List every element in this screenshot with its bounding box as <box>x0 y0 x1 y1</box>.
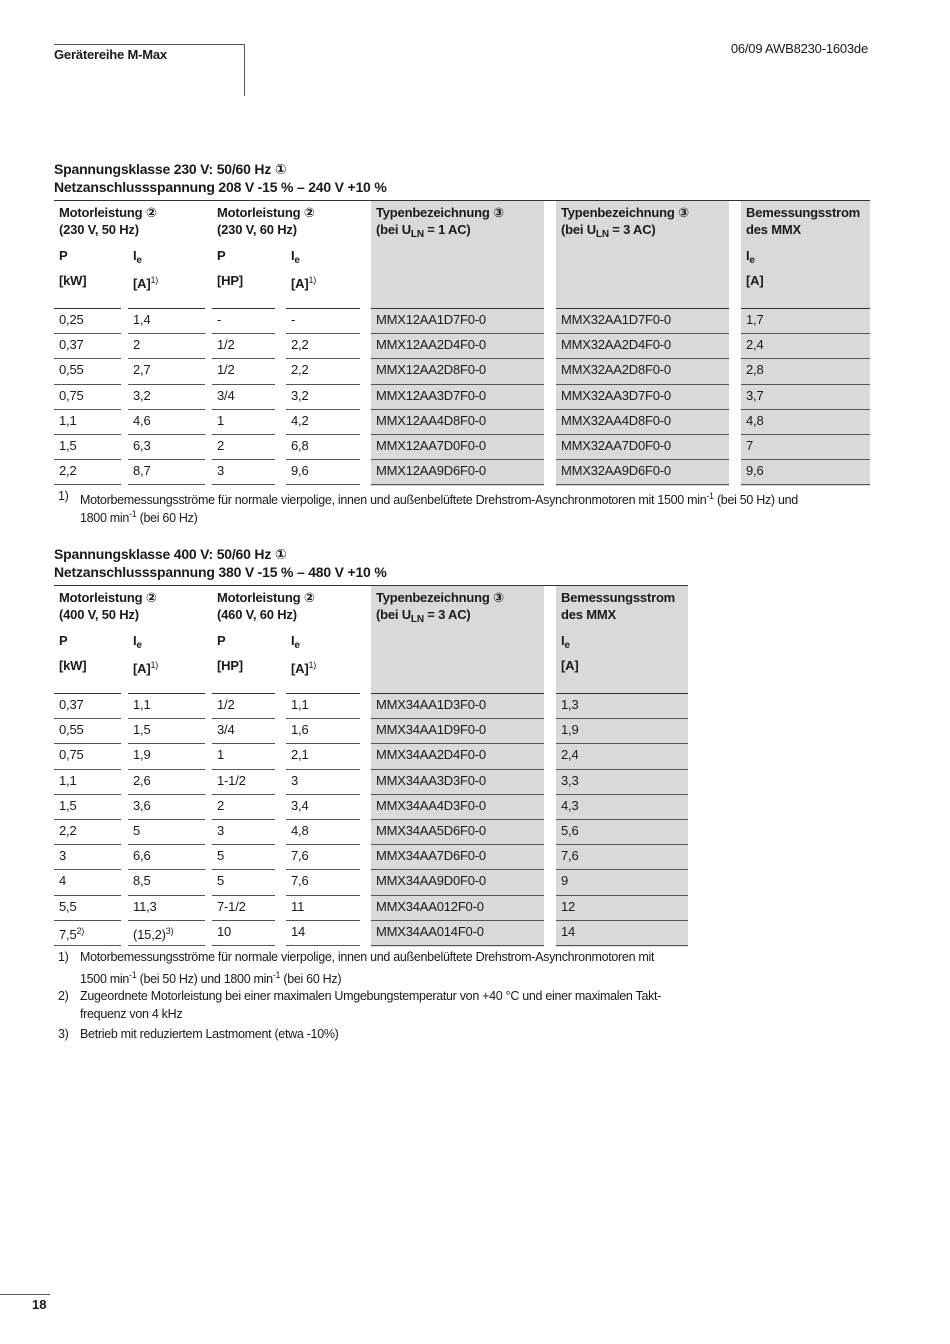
table2-cell: MMX34AA2D4F0-0 <box>376 747 486 763</box>
table1-cell: MMX32AA9D6F0-0 <box>561 463 671 479</box>
table1-row-rule <box>54 358 121 359</box>
table2-row-rule <box>371 895 544 896</box>
table2-row-rule <box>128 895 205 896</box>
table1-cell: - <box>291 312 296 327</box>
table2-header-typ: Typenbezeichnung ③ (bei $U_{LN} = 3$ AC) <box>376 590 504 625</box>
table1-cell: 4,2 <box>291 412 309 428</box>
table2-row-rule <box>54 844 121 845</box>
table2-cell: 1 <box>217 747 225 763</box>
table1-cell: 1/2 <box>217 362 235 378</box>
table1-row-rule <box>371 434 544 435</box>
table2-cell: 7,6 <box>561 848 579 864</box>
table2-row-rule <box>128 844 205 845</box>
table1-row-rule <box>286 409 360 410</box>
table1-subtitle: Netzanschlussspannung 208 V -15 % – 240 V +10 % <box>54 179 387 195</box>
table1-cell: 0,55 <box>59 362 84 378</box>
table2-cell: 1,9 <box>561 722 579 738</box>
table1-cell: MMX12AA1D7F0-0 <box>376 312 486 327</box>
table1-row-rule <box>371 409 544 410</box>
table2-row-rule <box>128 743 205 744</box>
table2-cell: 4,3 <box>561 797 579 813</box>
table1-row-rule <box>741 484 870 485</box>
table1-header-rule <box>54 308 121 309</box>
table1-row-rule <box>212 384 275 385</box>
table1-cell: 1/2 <box>217 337 235 353</box>
table1-cell: MMX32AA4D8F0-0 <box>561 412 671 428</box>
table2-row-rule <box>54 743 121 744</box>
table2-cell: MMX34AA014F0-0 <box>376 923 484 939</box>
table1-row-rule <box>286 459 360 460</box>
table1-header-p-kw: P <box>59 248 68 263</box>
table2-row-rule <box>212 920 275 921</box>
table1-cell: 0,37 <box>59 337 84 353</box>
table1-cell: MMX12AA7D0F0-0 <box>376 438 486 453</box>
table1-row-rule <box>54 333 121 334</box>
table1-cell: 9,6 <box>746 463 764 479</box>
table1-header-rule <box>212 308 275 309</box>
table1-header-rule <box>286 308 360 309</box>
table2-header-rule <box>371 693 544 694</box>
table2-row-rule <box>556 844 688 845</box>
table2-cell: 3/4 <box>217 722 235 738</box>
table2-cell: 12 <box>561 898 576 914</box>
table1-header-ie-1: $I_e$ <box>133 248 142 266</box>
table1-row-rule <box>741 333 870 334</box>
table1-header-ie-2: $I_e$ <box>291 248 300 266</box>
table2-row-rule <box>54 769 121 770</box>
table1-header-typ2: Typenbezeichnung ③ (bei $U_{LN} = 3$ AC) <box>561 205 689 240</box>
table1-row-rule <box>741 459 870 460</box>
table2-cell: 2 <box>217 797 225 813</box>
table1-row-rule <box>371 333 544 334</box>
table2-header-ie-1: $I_e$ <box>133 633 142 651</box>
table2-cell: MMX34AA012F0-0 <box>376 898 484 914</box>
table1-cell: 2,2 <box>59 463 77 479</box>
table2-row-rule <box>212 819 275 820</box>
series-title: Gerätereihe M-Max <box>54 47 167 62</box>
table2-header-rule <box>286 693 360 694</box>
table1-cell: 6,3 <box>133 438 151 453</box>
table2-cell: 10 <box>217 923 232 939</box>
table2-row-rule <box>54 718 121 719</box>
table2-header-rule <box>54 693 121 694</box>
table2-cell: MMX34AA3D3F0-0 <box>376 772 486 788</box>
table2-cell: 0,75 <box>59 747 84 763</box>
table1-row-rule <box>741 384 870 385</box>
table1-cell: MMX12AA2D8F0-0 <box>376 362 486 378</box>
table2-row-rule <box>371 945 544 946</box>
table1-header-motor1: Motorleistung ② (230 V, 50 Hz) <box>59 205 157 237</box>
table1-unit-hp: [HP] <box>217 273 243 288</box>
table2-row-rule <box>128 718 205 719</box>
table1-cell: 1,1 <box>59 412 77 428</box>
table2-header-p-hp: P <box>217 633 226 648</box>
table2-cell: 1-1/2 <box>217 772 246 788</box>
table1-cell: 3/4 <box>217 387 235 403</box>
table2-row-rule <box>286 819 360 820</box>
table1-cell: 4,8 <box>746 412 764 428</box>
table2-header-motor2: Motorleistung ② (460 V, 60 Hz) <box>217 590 315 622</box>
table2-row-rule <box>371 743 544 744</box>
table2-cell: 6,6 <box>133 848 151 864</box>
page-number-rule <box>0 1294 50 1295</box>
page-number: 18 <box>32 1297 47 1312</box>
table2-row-rule <box>371 769 544 770</box>
table2-cell: MMX34AA1D9F0-0 <box>376 722 486 738</box>
table1-row-rule <box>556 434 729 435</box>
table1-cell: 2 <box>133 337 141 353</box>
table1-cell: MMX12AA3D7F0-0 <box>376 387 486 403</box>
table2-cell: MMX34AA7D6F0-0 <box>376 848 486 864</box>
table2-row-rule <box>286 743 360 744</box>
table1-cell: - <box>217 312 222 327</box>
table2-cell: 3 <box>291 772 299 788</box>
table1-row-rule <box>128 333 205 334</box>
table2-row-rule <box>556 920 688 921</box>
table1-cell: 2 <box>217 438 225 453</box>
table2-cell: MMX34AA9D0F0-0 <box>376 873 486 889</box>
table2-row-rule <box>286 945 360 946</box>
table1-row-rule <box>128 358 205 359</box>
table2-row-rule <box>556 794 688 795</box>
table2-row-rule <box>54 920 121 921</box>
table1-cell: 2,2 <box>291 362 309 378</box>
table2-cell: 1,3 <box>561 697 579 712</box>
table2-cell: 1,1 <box>59 772 77 788</box>
table1-cell: 8,7 <box>133 463 151 479</box>
table1-cell: 7 <box>746 438 754 453</box>
table1-title: Spannungsklasse 230 V: 50/60 Hz ① <box>54 161 287 177</box>
table2-unit-hp: [HP] <box>217 658 243 673</box>
table1-cell: 1,4 <box>133 312 151 327</box>
table2-row-rule <box>286 769 360 770</box>
table2-cell: 1,1 <box>133 697 151 712</box>
table1-row-rule <box>54 384 121 385</box>
table2-cell: 5,6 <box>561 823 579 838</box>
table1-row-rule <box>371 384 544 385</box>
page-header-left <box>54 44 245 96</box>
table2 <box>54 585 688 947</box>
table2-cell: 7,5$^{2)}$ <box>59 925 85 942</box>
table1-row-rule <box>556 333 729 334</box>
table2-unit-a-3: [A] <box>561 658 579 673</box>
table1-unit-a-3: [A] <box>746 273 764 288</box>
table2-row-rule <box>286 718 360 719</box>
table2-row-rule <box>371 844 544 845</box>
table2-cell: 0,55 <box>59 722 84 738</box>
table1-row-rule <box>741 358 870 359</box>
table2-row-rule <box>128 819 205 820</box>
table2-cell: 2,6 <box>133 772 151 788</box>
table2-unit-a-1: $[A]^{1)}$ <box>133 660 159 676</box>
table1-header-rule <box>128 308 205 309</box>
table1-cell: MMX12AA2D4F0-0 <box>376 337 486 353</box>
table1-row-rule <box>286 484 360 485</box>
table2-cell: 3,6 <box>133 797 151 813</box>
table2-footnote-2: 2) Zugeordnete Motorleistung bei einer maximalen Umgebungstemperatur von +40 °C und einer maximalen Takt- frequenz von 4 kHz <box>58 989 662 1021</box>
table2-footnote-3: 3) Betrieb mit reduziertem Lastmoment (etwa -10%) <box>58 1027 339 1041</box>
table2-row-rule <box>54 895 121 896</box>
table2-row-rule <box>128 794 205 795</box>
table2-cell: 11,3 <box>133 898 157 914</box>
table1-header-typ1: Typenbezeichnung ③ (bei $U_{LN} = 1$ AC) <box>376 205 504 240</box>
table2-unit-kw: [kW] <box>59 658 87 673</box>
table1-cell: 3,2 <box>133 387 151 403</box>
table1-cell: 2,4 <box>746 337 764 353</box>
table1-cell: 2,8 <box>746 362 764 378</box>
table2-cell: 3 <box>59 848 67 864</box>
table1-cell: 3,7 <box>746 387 764 403</box>
table1-cell: MMX32AA3D7F0-0 <box>561 387 671 403</box>
table1-row-rule <box>286 384 360 385</box>
table1-row-rule <box>54 434 121 435</box>
table2-cell: 8,5 <box>133 873 151 889</box>
table2-cell: 9 <box>561 873 569 889</box>
table2-cell: 5 <box>217 873 225 889</box>
table1-unit-kw: [kW] <box>59 273 87 288</box>
table2-cell: 7,6 <box>291 848 309 864</box>
table2-bem-shade <box>556 586 688 947</box>
table1-row-rule <box>212 333 275 334</box>
table2-row-rule <box>212 869 275 870</box>
table2-row-rule <box>556 869 688 870</box>
table2-header-motor1: Motorleistung ② (400 V, 50 Hz) <box>59 590 157 622</box>
table2-row-rule <box>286 794 360 795</box>
table2-row-rule <box>128 945 205 946</box>
table2-row-rule <box>556 718 688 719</box>
table2-cell: 4,8 <box>291 823 309 838</box>
table2-subtitle: Netzanschlussspannung 380 V -15 % – 480 V +10 % <box>54 564 387 580</box>
table1-header-bem: Bemessungsstrom des MMX <box>746 205 861 237</box>
table2-header-p-kw: P <box>59 633 68 648</box>
table2-row-rule <box>212 769 275 770</box>
table1-row-rule <box>286 333 360 334</box>
table1-cell: 4,6 <box>133 412 151 428</box>
table1-cell: 9,6 <box>291 463 309 479</box>
table1-header-motor2: Motorleistung ② (230 V, 60 Hz) <box>217 205 315 237</box>
table1-cell: 1,7 <box>746 312 764 327</box>
table1-row-rule <box>128 384 205 385</box>
table2-header-rule <box>128 693 205 694</box>
table2-row-rule <box>556 945 688 946</box>
table1 <box>54 200 870 486</box>
table1-cell: 2,2 <box>291 337 309 353</box>
table1-cell: MMX12AA9D6F0-0 <box>376 463 486 479</box>
table1-row-rule <box>741 434 870 435</box>
table2-row-rule <box>556 819 688 820</box>
table1-row-rule <box>212 434 275 435</box>
table1-row-rule <box>286 358 360 359</box>
table2-row-rule <box>556 769 688 770</box>
table1-unit-a-2: $[A]^{1)}$ <box>291 275 317 291</box>
table2-row-rule <box>128 869 205 870</box>
table2-cell: 2,2 <box>59 823 77 838</box>
table2-cell: 1,5 <box>133 722 151 738</box>
table2-row-rule <box>556 895 688 896</box>
table1-cell: 2,7 <box>133 362 151 378</box>
table1-cell: 1 <box>217 412 225 428</box>
table2-cell: 3 <box>217 823 225 838</box>
table2-row-rule <box>128 769 205 770</box>
table2-typ-shade <box>371 586 544 947</box>
table2-cell: 1,5 <box>59 797 77 813</box>
table2-row-rule <box>54 819 121 820</box>
table2-cell: 3,3 <box>561 772 579 788</box>
table2-row-rule <box>212 718 275 719</box>
table2-header-ie-3: $I_e$ <box>561 633 570 651</box>
table1-header-p-hp: P <box>217 248 226 263</box>
table2-cell: $(15,2)^{3)}$ <box>133 925 174 942</box>
table2-row-rule <box>371 920 544 921</box>
table1-row-rule <box>212 484 275 485</box>
table2-header-rule <box>556 693 688 694</box>
table2-row-rule <box>286 920 360 921</box>
table2-header-rule <box>212 693 275 694</box>
table2-cell: 3,4 <box>291 797 309 813</box>
table2-header-bem: Bemessungsstrom des MMX <box>561 590 676 622</box>
table2-row-rule <box>212 945 275 946</box>
table1-row-rule <box>212 409 275 410</box>
table1-row-rule <box>128 434 205 435</box>
table1-footnote-1: 1) Motorbemessungsströme für normale vierpolige, innen und außenbelüftete Drehstrom-Asynchronmotoren mit 1500 $\min^{-1} (bei$ 50 Hz) und 1800 $\min^{-1} (bei$ 60 Hz) <box>58 489 798 525</box>
table1-row-rule <box>128 409 205 410</box>
table1-unit-a-1: $[A]^{1)}$ <box>133 275 159 291</box>
table2-cell: 1,1 <box>291 697 309 712</box>
table2-row-rule <box>212 844 275 845</box>
table2-cell: 1,9 <box>133 747 151 763</box>
table2-row-rule <box>371 718 544 719</box>
table2-row-rule <box>128 920 205 921</box>
table2-cell: MMX34AA5D6F0-0 <box>376 823 486 838</box>
table1-row-rule <box>286 434 360 435</box>
table2-row-rule <box>54 794 121 795</box>
table1-row-rule <box>371 358 544 359</box>
table2-row-rule <box>286 895 360 896</box>
table2-row-rule <box>371 819 544 820</box>
table1-row-rule <box>54 484 121 485</box>
table2-cell: 14 <box>291 923 306 939</box>
table1-row-rule <box>556 484 729 485</box>
table1-row-rule <box>556 459 729 460</box>
table1-row-rule <box>54 409 121 410</box>
table1-row-rule <box>741 409 870 410</box>
table1-row-rule <box>128 459 205 460</box>
table2-title: Spannungsklasse 400 V: 50/60 Hz ① <box>54 546 287 562</box>
table2-row-rule <box>212 743 275 744</box>
table1-cell: MMX32AA2D4F0-0 <box>561 337 671 353</box>
table2-unit-a-2: $[A]^{1)}$ <box>291 660 317 676</box>
table2-cell: 5 <box>133 823 141 838</box>
table1-row-rule <box>371 459 544 460</box>
table2-cell: 4 <box>59 873 67 889</box>
table1-cell: 3 <box>217 463 225 479</box>
table1-cell: 1,5 <box>59 438 77 453</box>
table1-header-rule <box>556 308 729 309</box>
table1-cell: MMX32AA1D7F0-0 <box>561 312 671 327</box>
table2-cell: 0,37 <box>59 697 84 712</box>
table2-row-rule <box>286 869 360 870</box>
table2-header-ie-2: $I_e$ <box>291 633 300 651</box>
table2-cell: 7,6 <box>291 873 309 889</box>
table2-cell: 2,4 <box>561 747 579 763</box>
table2-row-rule <box>286 844 360 845</box>
table2-cell: 2,1 <box>291 747 309 763</box>
table1-row-rule <box>128 484 205 485</box>
table1-row-rule <box>212 459 275 460</box>
table1-cell: 3,2 <box>291 387 309 403</box>
document-code: 06/09 AWB8230-1603de <box>730 41 868 56</box>
table1-cell: 0,75 <box>59 387 84 403</box>
table2-row-rule <box>371 869 544 870</box>
table2-row-rule <box>212 794 275 795</box>
table2-footnote-1: 1) Motorbemessungsströme für normale vierpolige, innen und außenbelüftete Drehstrom-Asynchronmotoren mit 1500 $\min^{-1} (bei$ 50 Hz) und 1800 $\min^{-1} (bei$ 60 Hz) <box>58 950 655 986</box>
table1-cell: MMX32AA2D8F0-0 <box>561 362 671 378</box>
table2-row-rule <box>371 794 544 795</box>
table2-cell: MMX34AA4D3F0-0 <box>376 797 486 813</box>
table1-row-rule <box>54 459 121 460</box>
table1-header-ie-3: $I_e$ <box>746 248 755 266</box>
table1-header-rule <box>741 308 870 309</box>
table1-cell: 6,8 <box>291 438 309 453</box>
table1-row-rule <box>556 409 729 410</box>
table1-row-rule <box>556 384 729 385</box>
table2-cell: 1/2 <box>217 697 235 712</box>
table2-cell: 5,5 <box>59 898 77 914</box>
table2-cell: 11 <box>291 898 305 914</box>
table2-row-rule <box>54 869 121 870</box>
table2-cell: 5 <box>217 848 225 864</box>
table2-cell: 1,6 <box>291 722 309 738</box>
table2-row-rule <box>556 743 688 744</box>
table2-cell: 7-1/2 <box>217 898 246 914</box>
table1-cell: 0,25 <box>59 312 84 327</box>
table1-cell: MMX32AA7D0F0-0 <box>561 438 671 453</box>
table2-row-rule <box>212 895 275 896</box>
table2-cell: 14 <box>561 923 576 939</box>
table1-row-rule <box>212 358 275 359</box>
table2-cell: MMX34AA1D3F0-0 <box>376 697 486 712</box>
table1-row-rule <box>556 358 729 359</box>
table2-row-rule <box>54 945 121 946</box>
table1-header-rule <box>371 308 544 309</box>
table1-cell: MMX12AA4D8F0-0 <box>376 412 486 428</box>
table1-row-rule <box>371 484 544 485</box>
